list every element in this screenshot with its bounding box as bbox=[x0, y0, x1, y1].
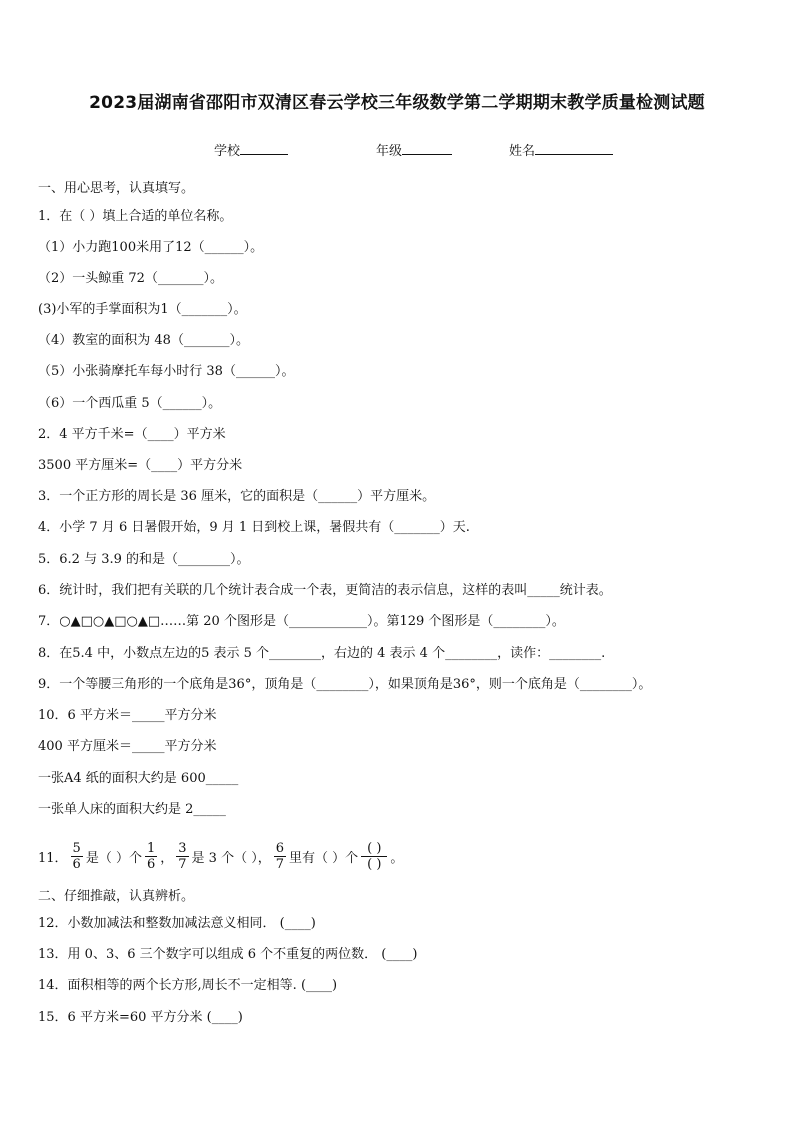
fraction-6-7 bbox=[274, 841, 286, 872]
question-line: 3500 平方厘米=（____）平方分米 bbox=[38, 458, 243, 473]
question-line: 15．6 平方米=60 平方分米 (____) bbox=[38, 1010, 243, 1025]
question-line: 4．小学 7 月 6 日暑假开始，9 月 1 日到校上课，暑假共有（_______）天. bbox=[38, 520, 470, 535]
question-line: （1）小力跑100米用了12（______）。 bbox=[38, 240, 264, 255]
question-line: （5）小张骑摩托车每小时行 38（______）。 bbox=[38, 364, 295, 379]
fraction-denominator: 6 bbox=[72, 856, 81, 872]
question-line: 7．○▲□○▲□○▲□……第 20 个图形是（____________）。第129 个图形是（________）。 bbox=[38, 614, 565, 629]
school-blank[interactable] bbox=[240, 142, 288, 155]
question-line: 13．用 0、3、6 三个数字可以组成 6 个不重复的两位数． (____) bbox=[38, 947, 418, 962]
question-line: 10．6 平方米＝_____平方分米 bbox=[38, 708, 217, 723]
question-line: 5．6.2 与 3.9 的和是（________）。 bbox=[38, 552, 250, 567]
school-field[interactable] bbox=[214, 140, 288, 159]
name-label: 姓名 bbox=[509, 144, 536, 159]
question-line: （2）一头鲸重 72（_______）。 bbox=[38, 271, 223, 286]
question-11 bbox=[38, 836, 403, 876]
question-line: （4）教室的面积为 48（_______）。 bbox=[38, 333, 249, 348]
question-line: 9．一个等腰三角形的一个底角是36°，顶角是（________），如果顶角是36°，则一个底角是（________）。 bbox=[38, 677, 652, 692]
name-blank[interactable] bbox=[535, 142, 613, 155]
page-title: 2023届湖南省邵阳市双清区春云学校三年级数学第二学期期末教学质量检测试题 bbox=[89, 93, 705, 113]
fraction-1-6 bbox=[145, 841, 157, 872]
fraction-denominator: 7 bbox=[178, 856, 187, 872]
fraction-3-7 bbox=[176, 841, 188, 872]
q11-text-3: 是 3 个（ ）， bbox=[191, 850, 271, 866]
question-line: 3．一个正方形的周长是 36 厘米，它的面积是（______）平方厘米。 bbox=[38, 489, 436, 504]
fraction-5-6 bbox=[71, 841, 83, 872]
question-line: 400 平方厘米＝_____平方分米 bbox=[38, 739, 217, 754]
question-line: 2．4 平方千米=（____）平方米 bbox=[38, 427, 226, 442]
school-label: 学校 bbox=[214, 144, 241, 159]
q11-text-2: ， bbox=[160, 850, 174, 866]
question-line: 一张单人床的面积大约是 2_____ bbox=[38, 802, 226, 817]
fraction-denominator: 7 bbox=[275, 856, 284, 872]
grade-label: 年级 bbox=[376, 144, 403, 159]
q11-number: 11． bbox=[38, 850, 68, 866]
fraction-numerator: 1 bbox=[146, 840, 156, 856]
fraction-numerator: 6 bbox=[275, 840, 284, 856]
section-2-heading: 二、仔细推敲，认真辨析。 bbox=[38, 889, 195, 904]
question-line: 一张A4 纸的面积大约是 600_____ bbox=[38, 771, 239, 786]
fraction-numerator: 5 bbox=[72, 840, 81, 856]
q11-text-1: 是（ ）个 bbox=[85, 850, 142, 866]
question-line: 12．小数加减法和整数加减法意义相同． (____) bbox=[38, 916, 316, 931]
fraction-numerator: 3 bbox=[178, 840, 187, 856]
section-1-heading: 一、用心思考，认真填写。 bbox=[38, 181, 195, 196]
question-line: 8．在5.4 中，小数点左边的5 表示 5 个________，右边的 4 表示 4 个________，读作：________. bbox=[38, 646, 606, 661]
name-field[interactable] bbox=[509, 140, 613, 159]
fraction-denominator: 6 bbox=[146, 856, 156, 872]
question-line: 1．在（ ）填上合适的单位名称。 bbox=[38, 209, 233, 224]
question-line: 14．面积相等的两个长方形,周长不一定相等. (____) bbox=[38, 978, 338, 993]
q11-text-4: 里有（ ）个 bbox=[289, 850, 359, 866]
fraction-blank[interactable] bbox=[361, 841, 387, 872]
grade-blank[interactable] bbox=[402, 142, 452, 155]
fraction-numerator-blank[interactable]: ( ) bbox=[367, 840, 382, 856]
grade-field[interactable] bbox=[376, 140, 452, 159]
fraction-denominator-blank[interactable]: ( ) bbox=[361, 856, 387, 872]
question-line: 6．统计时，我们把有关联的几个统计表合成一个表，更简洁的表示信息，这样的表叫_____统计表。 bbox=[38, 583, 612, 598]
q11-text-5: 。 bbox=[390, 850, 404, 866]
question-line: （6）一个西瓜重 5（______）。 bbox=[38, 396, 222, 411]
question-line: (3)小军的手掌面积为1（_______）。 bbox=[38, 302, 247, 317]
